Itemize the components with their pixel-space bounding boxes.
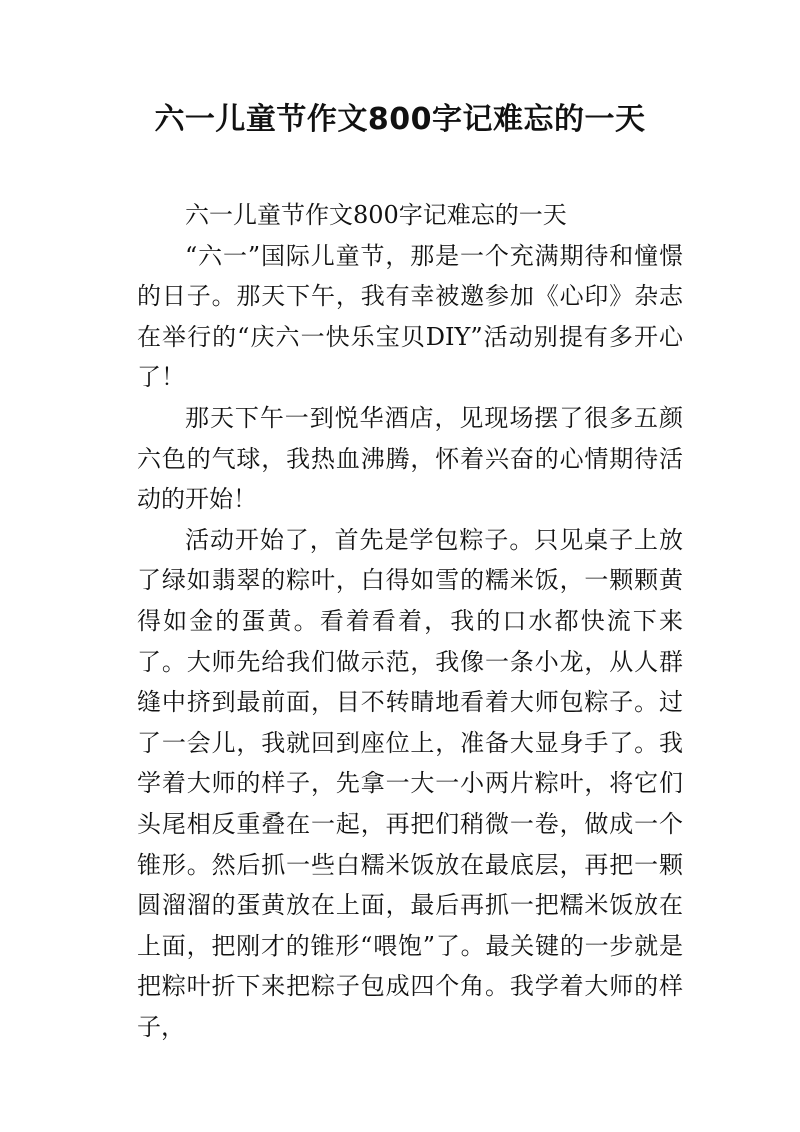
paragraph-subtitle: 六一儿童节作文800字记难忘的一天 [185, 201, 567, 229]
paragraph-intro: “六一”国际儿童节，那是一个充满期待和憧憬的日子。那天下午，我有幸被邀参加《心印》杂志在举行的“庆六一快乐宝贝DIY”活动别提有多开心了！ [137, 241, 683, 392]
document-title: 六一儿童节作文800字记难忘的一天 [154, 102, 646, 137]
paragraph-zongzi: 活动开始了，首先是学包粽子。只见桌子上放了绿如翡翠的粽叶，白得如雪的糯米饭，一颗颗黄得如金的蛋黄。看着看着，我的口水都快流下来了。大师先给我们做示范，我像一条小龙，从人群缝中挤到最前面，目不转睛地看着大师包粽子。过了一会儿，我就回到座位上，准备大显身手了。我学着大师的样子，先拿一大一小两片粽叶，将它们头尾相反重叠在一起，再把们稍微一卷，做成一个锥形。然后抓一些白糯米饭放在最底层，再把一颗圆溜溜的蛋黄放在上面，最后再抓一把糯米饭放在上面，把刚才的锥形“喂饱”了。最关键的一步就是把粽叶折下来把粽子包成四个角。我学着大师的样子， [137, 525, 683, 1041]
paragraph-arrival: 那天下午一到悦华酒店，见现场摆了很多五颜六色的气球，我热血沸腾，怀着兴奋的心情期待活动的开始！ [137, 403, 683, 514]
document-body [137, 195, 683, 1047]
